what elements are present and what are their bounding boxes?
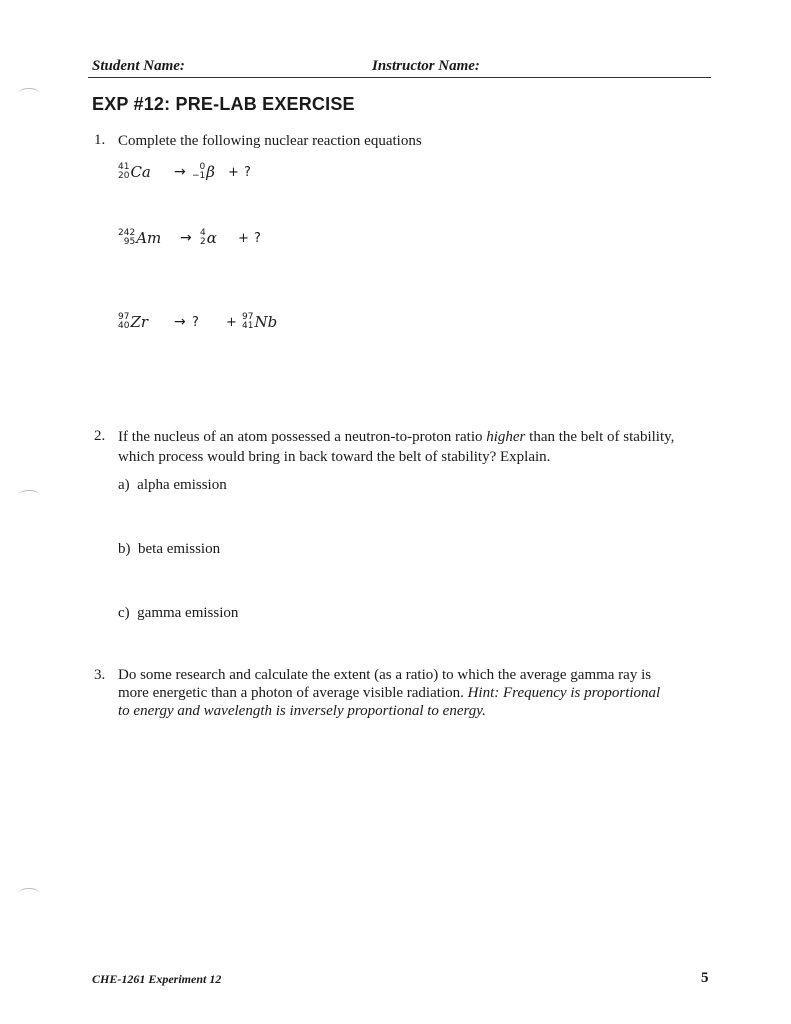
calcium-41-nuclide: 41 20 Ca — [118, 162, 151, 181]
q2-option-b: b) beta emission — [118, 541, 221, 557]
unknown-product: ? — [244, 165, 251, 180]
q3-text: Do some research and calculate the extent (as a ratio) to which the average gamma ray is more energetic than a photon of average visible radiation. Hint: Frequency is proportional to energy and wavelength is inversely proportional to energy. — [118, 667, 661, 719]
header-rule — [88, 77, 711, 78]
niobium-97-nuclide: 97 41 Nb — [242, 312, 278, 331]
scan-mark — [18, 88, 40, 99]
q2-text: If the nucleus of an atom possessed a neutron-to-proton ratio higher than the belt of stability, which process would bring in back toward the belt of stability? Explain. — [118, 429, 675, 465]
arrow-icon: → — [180, 230, 192, 246]
page-number: 5 — [701, 970, 709, 986]
beta-particle: 0 −1 β — [192, 162, 215, 181]
arrow-icon: → — [174, 164, 186, 180]
scan-mark — [18, 490, 40, 501]
q1-number: 1. — [94, 132, 106, 148]
alpha-particle: 4 2 α — [200, 228, 217, 247]
arrow-icon: → — [174, 314, 186, 330]
equation-1: 41 20 Ca → 0 −1 β + ? — [118, 162, 251, 181]
americium-242-nuclide: 242 95 Am — [118, 228, 162, 247]
unknown-product: ? — [254, 231, 261, 246]
equation-2: 242 95 Am → 4 2 α + ? — [118, 228, 261, 247]
footer-course: CHE-1261 Experiment 12 — [92, 972, 222, 986]
q3-number: 3. — [94, 667, 106, 683]
q2-option-a: a) alpha emission — [118, 477, 227, 493]
instructor-name-label: Instructor Name: — [372, 58, 480, 74]
q2-option-c: c) gamma emission — [118, 605, 239, 621]
page-title: EXP #12: PRE-LAB EXERCISE — [92, 94, 355, 114]
q1-prompt: Complete the following nuclear reaction equations — [118, 133, 422, 149]
equation-3: 97 40 Zr → ? + 97 41 Nb — [118, 312, 278, 331]
student-name-label: Student Name: — [92, 58, 185, 74]
unknown-particle: ? — [192, 315, 199, 330]
scan-mark — [18, 888, 40, 899]
q2-number: 2. — [94, 428, 106, 444]
zirconium-97-nuclide: 97 40 Zr — [118, 312, 149, 331]
